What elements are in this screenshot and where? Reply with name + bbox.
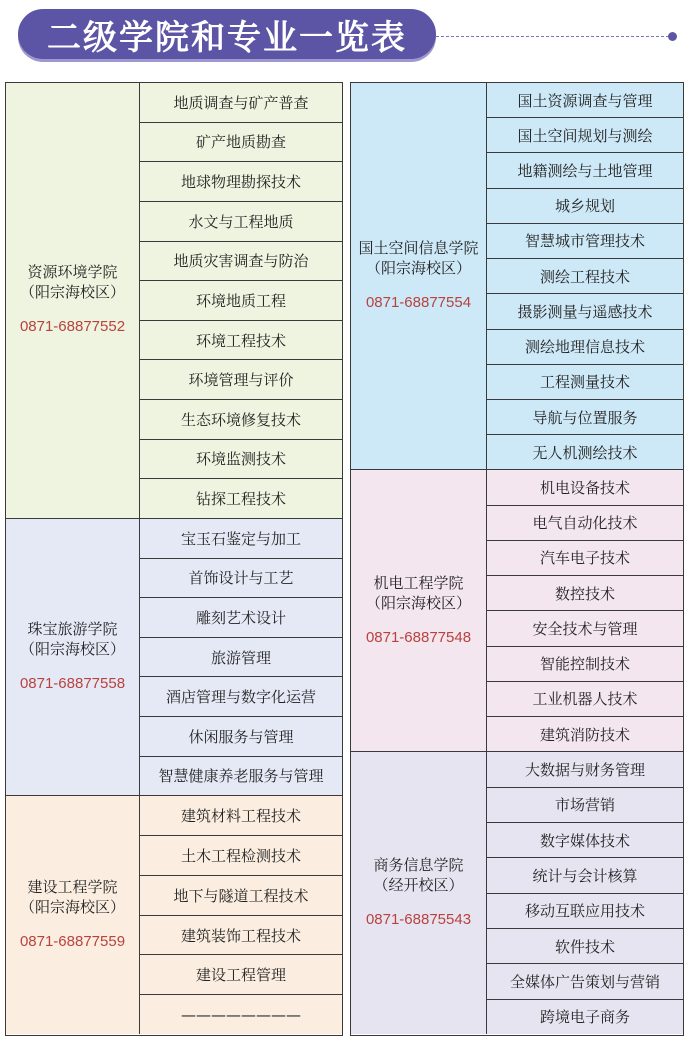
college-campus: （阳宗海校区） xyxy=(19,283,125,302)
college-name: 建设工程学院 xyxy=(27,878,118,897)
major-cell: 休闲服务与管理 xyxy=(140,717,342,757)
major-cell: 首饰设计与工艺 xyxy=(140,559,342,599)
college-group-mechanical-electrical xyxy=(351,470,683,752)
major-cell: 环境工程技术 xyxy=(140,321,342,361)
right-column-table xyxy=(350,82,684,1036)
major-cell: 水文与工程地质 xyxy=(140,202,342,242)
title-divider-line xyxy=(436,36,669,37)
major-cell: 地下与隧道工程技术 xyxy=(140,876,342,916)
major-cell: 生态环境修复技术 xyxy=(140,400,342,440)
major-cell: 环境管理与评价 xyxy=(140,360,342,400)
major-cell: 测绘地理信息技术 xyxy=(487,330,683,365)
major-cell: 酒店管理与数字化运营 xyxy=(140,677,342,717)
major-cell: 旅游管理 xyxy=(140,638,342,678)
college-name: 珠宝旅游学院 xyxy=(27,620,118,639)
majors-list xyxy=(487,470,683,751)
college-phone: 0871-68877548 xyxy=(365,628,472,646)
major-cell: 电气自动化技术 xyxy=(487,506,683,541)
major-cell: 全媒体广告策划与营销 xyxy=(487,964,683,999)
major-cell: 建筑装饰工程技术 xyxy=(140,916,342,956)
major-cell: 地质调查与矿产普查 xyxy=(140,83,342,123)
college-group-business-info xyxy=(351,752,683,1034)
college-cell xyxy=(6,83,140,518)
major-cell: 地质灾害调查与防治 xyxy=(140,242,342,282)
page-title: 二级学院和专业一览表 xyxy=(47,17,407,58)
major-cell: 工程测量技术 xyxy=(487,365,683,400)
title-divider-dot xyxy=(668,32,677,41)
college-campus: （阳宗海校区） xyxy=(19,898,125,917)
major-cell: 测绘工程技术 xyxy=(487,259,683,294)
college-group-construction-engineering xyxy=(6,796,342,1034)
page-header xyxy=(0,0,687,70)
major-cell: 无人机测绘技术 xyxy=(487,435,683,469)
college-name: 机电工程学院 xyxy=(373,573,464,592)
major-cell: 工业机器人技术 xyxy=(487,682,683,717)
college-cell xyxy=(351,752,487,1034)
college-campus: （阳宗海校区） xyxy=(19,640,125,659)
majors-list xyxy=(140,83,342,518)
major-cell: 国土空间规划与测绘 xyxy=(487,118,683,153)
major-cell: 数控技术 xyxy=(487,576,683,611)
major-cell: 智慧城市管理技术 xyxy=(487,224,683,259)
college-name: 资源环境学院 xyxy=(27,263,118,282)
major-cell: 雕刻艺术设计 xyxy=(140,598,342,638)
major-cell: 市场营销 xyxy=(487,788,683,823)
college-cell xyxy=(6,519,140,795)
major-cell: 建筑消防技术 xyxy=(487,717,683,751)
major-cell: ———————— xyxy=(140,995,342,1034)
college-cell xyxy=(6,796,140,1034)
major-cell: 建设工程管理 xyxy=(140,955,342,995)
major-cell: 智能控制技术 xyxy=(487,647,683,682)
majors-list xyxy=(487,83,683,469)
major-cell: 汽车电子技术 xyxy=(487,541,683,576)
major-cell: 城乡规划 xyxy=(487,189,683,224)
college-phone: 0871-68877558 xyxy=(19,675,126,693)
major-cell: 软件技术 xyxy=(487,929,683,964)
major-cell: 土木工程检测技术 xyxy=(140,836,342,876)
college-campus: （阳宗海校区） xyxy=(365,259,471,278)
college-name: 国土空间信息学院 xyxy=(358,239,479,258)
major-cell: 安全技术与管理 xyxy=(487,611,683,646)
majors-list xyxy=(140,796,342,1034)
college-phone: 0871-68877552 xyxy=(19,318,126,336)
major-cell: 移动互联应用技术 xyxy=(487,894,683,929)
major-cell: 智慧健康养老服务与管理 xyxy=(140,757,342,796)
major-cell: 钻探工程技术 xyxy=(140,479,342,518)
title-banner xyxy=(18,9,436,59)
major-cell: 地球物理勘探技术 xyxy=(140,162,342,202)
college-cell xyxy=(351,470,487,751)
major-cell: 地籍测绘与土地管理 xyxy=(487,153,683,188)
college-name: 商务信息学院 xyxy=(373,856,464,875)
majors-list xyxy=(140,519,342,795)
college-group-jewelry-tourism xyxy=(6,519,342,796)
college-campus: （阳宗海校区） xyxy=(365,593,471,612)
left-column-table xyxy=(5,82,343,1036)
major-cell: 国土资源调查与管理 xyxy=(487,83,683,118)
college-cell xyxy=(351,83,487,469)
major-cell: 数字媒体技术 xyxy=(487,823,683,858)
college-group-resources-environment xyxy=(6,83,342,519)
major-cell: 导航与位置服务 xyxy=(487,400,683,435)
college-phone: 0871-68877554 xyxy=(365,294,472,312)
college-phone: 0871-68877559 xyxy=(19,933,126,951)
college-campus: （经开校区） xyxy=(373,876,464,895)
major-cell: 环境地质工程 xyxy=(140,281,342,321)
major-cell: 统计与会计核算 xyxy=(487,858,683,893)
college-group-territorial-space-info xyxy=(351,83,683,470)
major-cell: 跨境电子商务 xyxy=(487,1000,683,1034)
major-cell: 大数据与财务管理 xyxy=(487,752,683,787)
major-cell: 宝玉石鉴定与加工 xyxy=(140,519,342,559)
major-cell: 机电设备技术 xyxy=(487,470,683,505)
major-cell: 矿产地质勘查 xyxy=(140,123,342,163)
major-cell: 摄影测量与遥感技术 xyxy=(487,294,683,329)
major-cell: 建筑材料工程技术 xyxy=(140,796,342,836)
majors-list xyxy=(487,752,683,1034)
major-cell: 环境监测技术 xyxy=(140,440,342,480)
college-phone: 0871-68875543 xyxy=(365,911,472,929)
